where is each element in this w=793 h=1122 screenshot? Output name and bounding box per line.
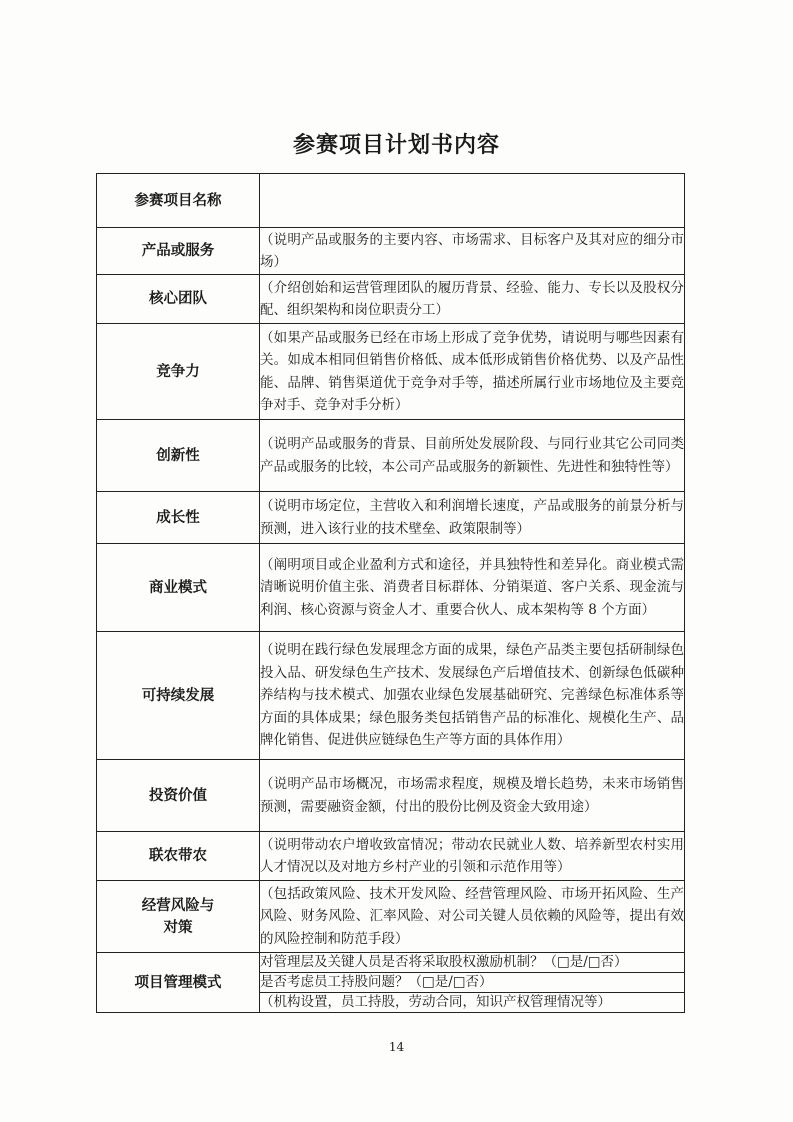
row-description: （包括政策风险、技术开发风险、经营管理风险、市场开拓风险、生产风险、财务风险、汇率风险、对公司关键人员依赖的风险等，提出有效的风险控制和防范手段） — [260, 881, 685, 953]
management-note: （机构设置，员工持股，劳动合同，知识产权管理情况等） — [260, 993, 685, 1013]
table-row — [97, 420, 685, 492]
project-name-field[interactable] — [260, 174, 685, 228]
page-number: 14 — [388, 1040, 405, 1054]
employee-shareholding-question: 是否考虑员工持股问题？（□是/□否） — [260, 973, 685, 993]
plan-content-table — [96, 173, 685, 1013]
row-label: 竞争力 — [97, 324, 260, 420]
row-label: 项目管理模式 — [97, 953, 260, 1013]
table-row — [97, 953, 685, 973]
row-description: （如果产品或服务已经在市场上形成了竞争优势，请说明与哪些因素有关。如成本相同但销售价格低、成本低形成销售价格优势、以及产品性能、品牌、销售渠道优于竞争对手等，描述所属行业市场地位及主要竞争对手、竞争对手分析） — [260, 324, 685, 420]
row-label: 投资价值 — [97, 760, 260, 832]
page-title: 参赛项目计划书内容 — [292, 133, 500, 158]
row-description: （阐明项目或企业盈利方式和途径，并具独特性和差异化。商业模式需清晰说明价值主张、消费者目标群体、分销渠道、客户关系、现金流与利润、核心资源与资金人才、重要合伙人、成本架构等 8 个方面） — [260, 544, 685, 632]
row-description: （说明产品或服务的主要内容、市场需求、目标客户及其对应的细分市场） — [260, 228, 685, 275]
row-label-line: 经营风险与 — [141, 897, 215, 914]
table-row — [97, 324, 685, 420]
table-row — [97, 492, 685, 544]
row-description: （说明市场定位，主营收入和利润增长速度，产品或服务的前景分析与预测，进入该行业的技术壁垒、政策限制等） — [260, 492, 685, 544]
row-description: （说明带动农户增收致富情况；带动农民就业人数、培养新型农村实用人才情况以及对地方乡村产业的引领和示范作用等） — [260, 832, 685, 881]
row-label: 联农带农 — [97, 832, 260, 881]
row-description: （介绍创始和运营管理团队的履历背景、经验、能力、专长以及股权分配、组织架构和岗位职责分工） — [260, 275, 685, 324]
row-label: 参赛项目名称 — [97, 174, 260, 228]
table-row — [97, 174, 685, 228]
table-row — [97, 632, 685, 760]
row-label-line: 对策 — [163, 919, 193, 936]
table-row — [97, 228, 685, 275]
row-label: 创新性 — [97, 420, 260, 492]
table-row — [97, 832, 685, 881]
row-description: （说明在践行绿色发展理念方面的成果，绿色产品类主要包括研制绿色投入品、研发绿色生产技术、发展绿色产后增值技术、创新绿色低碳种养结构与技术模式、加强农业绿色发展基础研究、完善绿色标准体系等方面的具体成果；绿色服务类包括销售产品的标准化、规模化生产、品牌化销售、促进供应链绿色生产等方面的具体作用） — [260, 632, 685, 760]
table-row — [97, 275, 685, 324]
row-label: 产品或服务 — [97, 228, 260, 275]
row-description: （说明产品或服务的背景、目前所处发展阶段、与同行业其它公司同类产品或服务的比较，本公司产品或服务的新颖性、先进性和独特性等） — [260, 420, 685, 492]
table-row — [97, 760, 685, 832]
row-description: （说明产品市场概况，市场需求程度，规模及增长趋势，未来市场销售预测，需要融资金额，付出的股份比例及资金大致用途） — [260, 760, 685, 832]
equity-incentive-question: 对管理层及关键人员是否将采取股权激励机制？（□是/□否） — [260, 953, 685, 973]
table-row — [97, 544, 685, 632]
row-label: 商业模式 — [97, 544, 260, 632]
row-label: 成长性 — [97, 492, 260, 544]
table-row — [97, 881, 685, 953]
row-label: 可持续发展 — [97, 632, 260, 760]
row-label: 核心团队 — [97, 275, 260, 324]
row-label — [97, 881, 260, 953]
